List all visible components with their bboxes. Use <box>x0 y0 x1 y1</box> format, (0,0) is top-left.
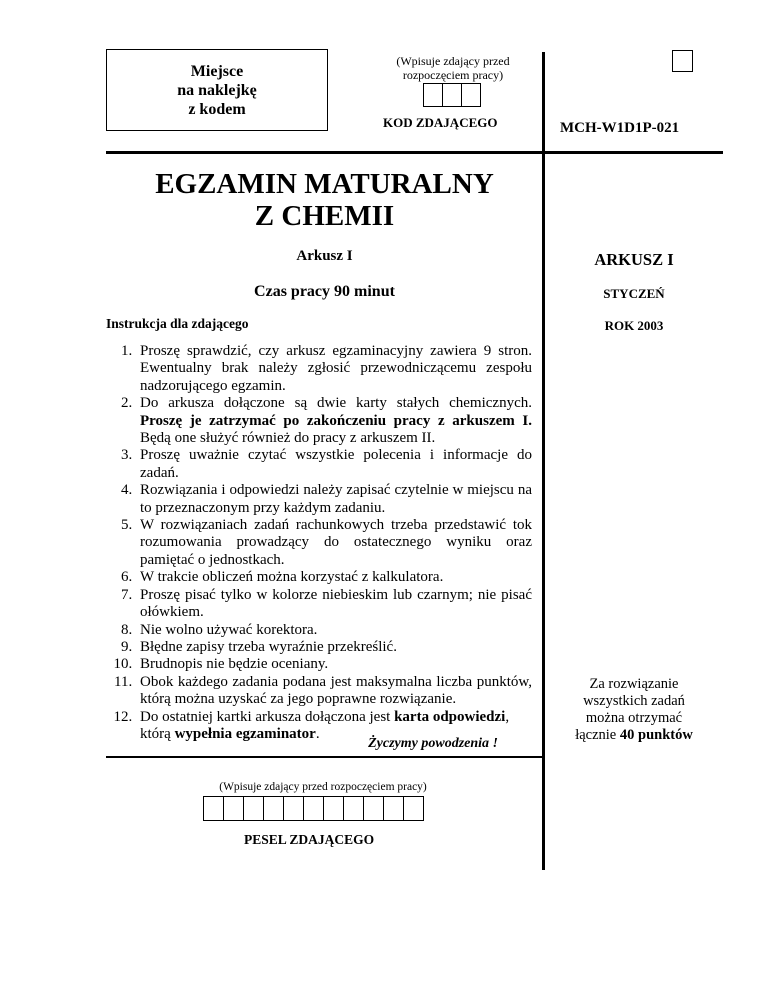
sticker-line: Miejsce <box>190 62 244 80</box>
list-item: 3. Proszę uważnie czytać wszystkie polecenia i informacje do zadań. <box>136 447 532 482</box>
pesel-note: (Wpisuje zdający przed rozpoczęciem pracy) <box>219 781 427 793</box>
list-item: 10. Brudnopis nie będzie oceniany. <box>136 656 532 673</box>
divider-horizontal-bottom <box>106 756 543 758</box>
sticker-placeholder <box>106 49 328 131</box>
pesel-boxes[interactable] <box>203 796 424 821</box>
list-item: 12. Do ostatniej kartki arkusza dołączona jest karta odpowiedzi, którą wypełnia egzaminator. <box>136 709 532 744</box>
student-code-label: KOD ZDAJĄCEGO <box>383 115 498 130</box>
list-item: 4. Rozwiązania i odpowiedzi należy zapisać czytelnie w miejscu na to przeznaczonym przy każdym zadaniu. <box>136 482 532 517</box>
pesel-digit-box[interactable] <box>343 796 364 821</box>
list-item: 1. Proszę sprawdzić, czy arkusz egzaminacyjny zawiera 9 stron. Ewentualny brak należy zgłosić przewodniczącemu zespołu nadzorującego egzamin. <box>136 343 532 395</box>
divider-vertical-top <box>542 52 545 152</box>
exam-code: MCH-W1D1P-021 <box>560 120 680 136</box>
instructions-list <box>106 343 532 743</box>
corner-box[interactable] <box>672 50 693 72</box>
pesel-digit-box[interactable] <box>363 796 384 821</box>
list-item: 11. Obok każdego zadania podana jest maksymalna liczba punktów, którą można uzyskać za jego poprawne rozwiązanie. <box>136 674 532 709</box>
sticker-line: z kodem <box>188 100 246 118</box>
sheet-label: Arkusz I <box>296 248 353 264</box>
side-sheet: ARKUSZ I <box>594 250 674 269</box>
list-item: 8. Nie wolno używać korektora. <box>136 622 532 639</box>
list-item: 7. Proszę pisać tylko w kolorze niebieskim lub czarnym; nie pisać ołówkiem. <box>136 587 532 622</box>
pesel-digit-box[interactable] <box>303 796 324 821</box>
pesel-digit-box[interactable] <box>263 796 284 821</box>
divider-horizontal <box>106 151 723 154</box>
pesel-digit-box[interactable] <box>383 796 404 821</box>
instructions-heading: Instrukcja dla zdającego <box>106 316 249 331</box>
pesel-digit-box[interactable] <box>323 796 344 821</box>
page-title: EGZAMIN MATURALNY Z CHEMII <box>155 168 494 232</box>
code-digit-box[interactable] <box>461 83 481 107</box>
list-item: 6. W trakcie obliczeń można korzystać z kalkulatora. <box>136 569 532 586</box>
pesel-digit-box[interactable] <box>403 796 424 821</box>
code-digit-box[interactable] <box>442 83 462 107</box>
list-item: 5. W rozwiązaniach zadań rachunkowych trzeba przedstawić tok rozumowania prowadzący do ostatecznego wyniku oraz pamiętać o jednostkach. <box>136 517 532 569</box>
pesel-digit-box[interactable] <box>243 796 264 821</box>
duration: Czas pracy 90 minut <box>254 283 395 300</box>
pesel-digit-box[interactable] <box>223 796 244 821</box>
student-code-boxes[interactable] <box>423 83 481 107</box>
side-month: STYCZEŃ <box>603 286 665 301</box>
list-item: 9. Błędne zapisy trzeba wyraźnie przekreślić. <box>136 639 532 656</box>
code-digit-box[interactable] <box>423 83 443 107</box>
student-code-note: (Wpisuje zdający przed rozpoczęciem pracy) <box>396 54 510 82</box>
sticker-line: na naklejkę <box>177 81 257 99</box>
pesel-digit-box[interactable] <box>203 796 224 821</box>
points-info: Za rozwiązanie wszystkich zadań można otrzymać łącznie 40 punktów <box>575 676 693 743</box>
pesel-digit-box[interactable] <box>283 796 304 821</box>
side-year: ROK 2003 <box>604 318 664 333</box>
pesel-label: PESEL ZDAJĄCEGO <box>244 832 375 847</box>
wishes-text: Życzymy powodzenia ! <box>368 736 498 751</box>
list-item: 2. Do arkusza dołączone są dwie karty stałych chemicznych. Proszę je zatrzymać po zakończeniu pracy z arkuszem I. Będą one służyć również do pracy z arkuszem II. <box>136 395 532 447</box>
